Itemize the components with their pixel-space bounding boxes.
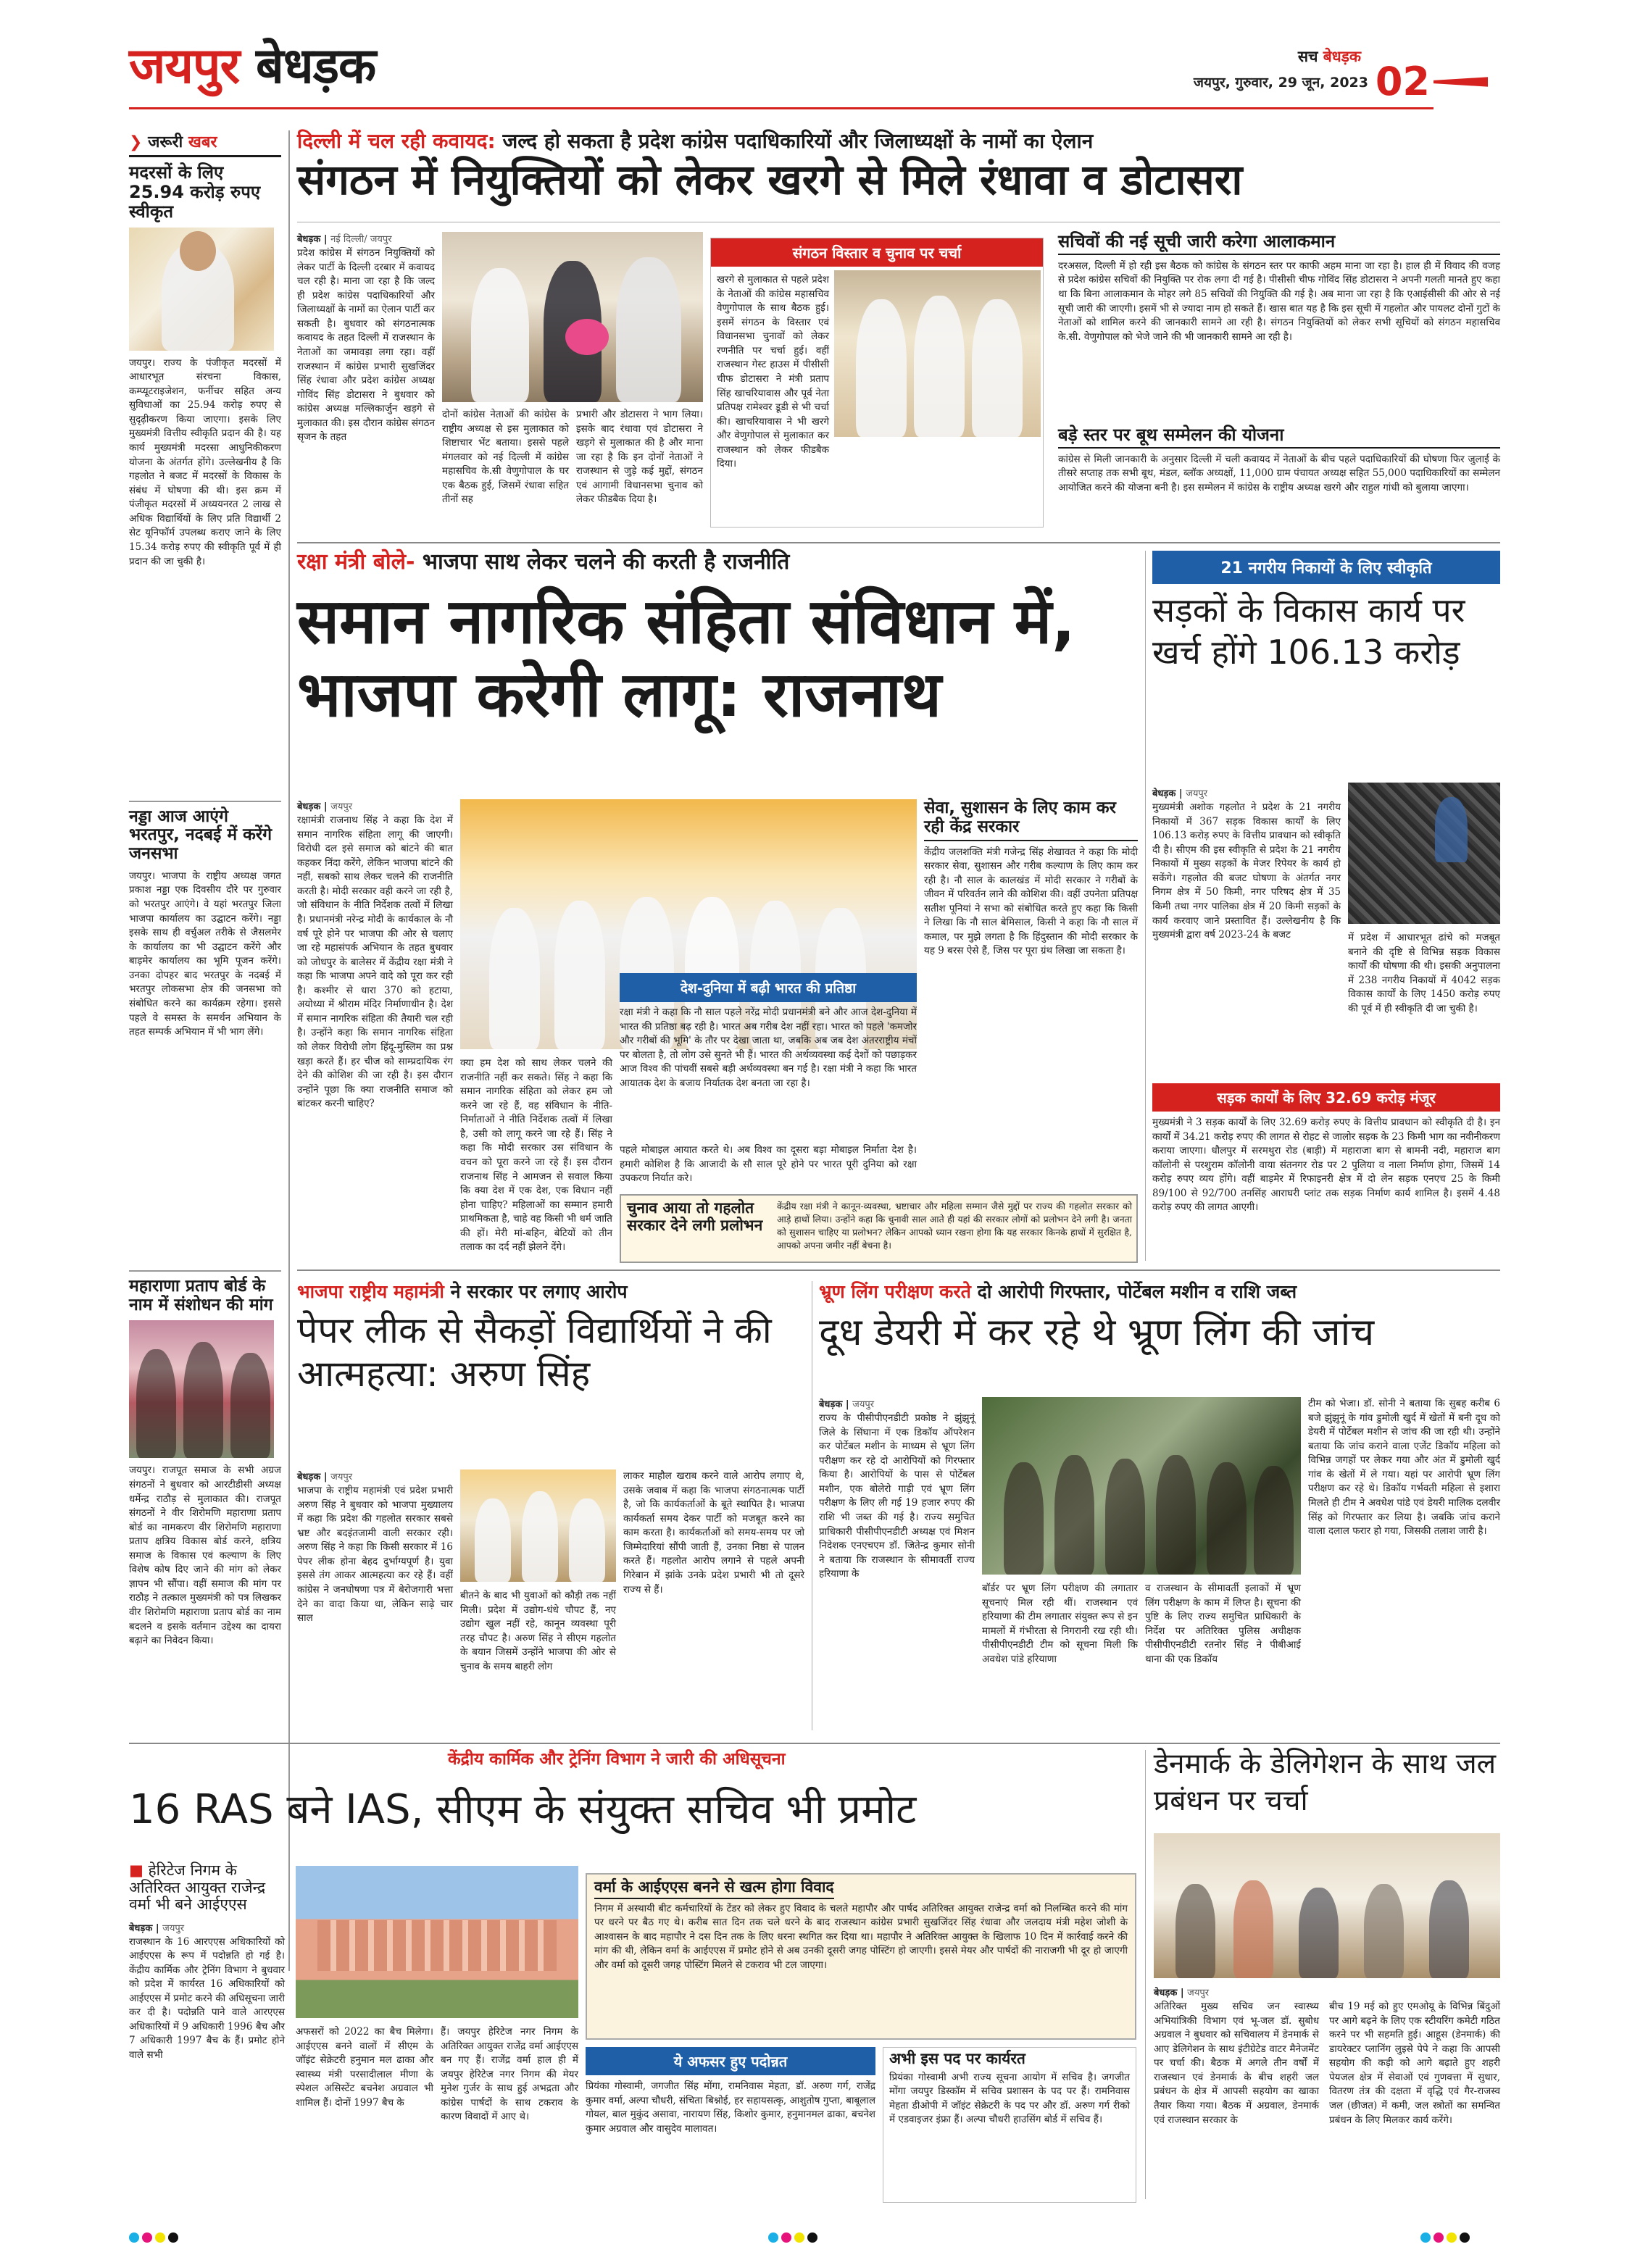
story6-col3: हैं। जयपुर हेरिटेज नगर निगम के अतिरिक्त आयुक्त राजेंद्र वर्मा आईएएस बन गए हैं। राजेंद्र वर्मा हाल ही में जयपुर हेरिटेज नगर निगम की मेयर मुनेश गुर्जर के साथ हुई अभद्रता और कांग्रेस पार्षदों के साथ टकराव के कारण विवादों में आए थे। xyxy=(441,2026,578,2123)
sidebar-story2-body: जयपुर। भाजपा के राष्ट्रीय अध्यक्ष जगत प्रकाश नड्डा एक दिवसीय दौरे पर गुरुवार को भरतपुर आएंगे। वे यहां भरतपुर जिला भाजपा कार्यालय का उद्घाटन करेंगे। नड्डा इसके साथ ही वर्चुअल तरीके से जैसलमेर के कार्यालय का भी उद्घाटन करेंगे और बाड़मेर कार्यालय का भूमि पूजन करेंगे। उनका दोपहर बाद भरतपुर के नदबई में भरतपुर लोकसभा क्षेत्र की जनसभा को संबोधित करने का कार्यक्रम रहेगा। इससे पहले वे समस्त के समर्थन अभियान के तहत सम्पर्क अभियान में भी भाग लेंगे। xyxy=(129,870,281,1038)
story1-side2-headline: बड़े स्तर पर बूथ सम्मेलन की योजना xyxy=(1058,425,1500,449)
story1-side2-body: कांग्रेस से मिली जानकारी के अनुसार दिल्ली में चली कवायद में नेताओं के बीच पहले पदाधिकारियों की घोषणा फिर जुलाई के तीसरे सप्ताह तक सभी बूथ, मंडल, ब्लॉक अध्यक्षों, 11,000 ग्राम पंचायत अध्यक्ष सहित 55,000 पदाधिकारियों का सम्मेलन आयोजित करने की योजना बनी है। इस सम्मेलन में कांग्रेस के राष्ट्रीय अध्यक्ष खरगे और राहुल गांधी को बुलाया जाएगा। xyxy=(1058,453,1500,493)
story3-col1: मुख्यमंत्री अशोक गहलोत ने प्रदेश के 21 नगरीय निकायों में 367 सड़क विकास कार्यों के लिए 106.13 करोड़ रुपए के वित्तीय प्रावधान को स्वीकृति दी है। सीएम की इस स्वीकृति से प्रदेश के 21 नगरीय निकायों में मुख्य सड़कों के मेजर रिपेयर के कार्य हो सकेंगे। गहलोत की बजट घोषणा के अंतर्गत नगर निगम क्षेत्र में 50 किमी, नगर परिषद क्षेत्र में 35 किमी तथा नगर पालिका क्षेत्र में 20 किमी सड़कों के कार्य करवाए जाने प्रस्तावित हैं। उल्लेखनीय है कि मुख्यमंत्री द्वारा वर्ष 2023-24 के बजट xyxy=(1152,801,1341,941)
logo-jaipur: जयपुर xyxy=(129,38,240,95)
masthead-tagline: सच बेधड़क xyxy=(1297,48,1361,65)
story6-box xyxy=(586,1873,1136,2040)
story-denmark xyxy=(1154,1746,1500,2210)
story5-col4: टीम को भेजा। डॉ. सोनी ने बताया कि सुबह करीब 6 बजे झुंझुनूं के गांव डुमोली खुर्द में खेतों में बनी दूध को डेयरी में पोर्टेबल मशीन से जांच की जा रही थी। उन्होंने बताया कि जांच कराने वाला एजेंट डिकॉय महिला को विभिन्न जगहों पर लेकर गया और अंत में डुमोली खुर्द गांव के खेतों में ले गया। यहां पर आरोपी भ्रूण लिंग परीक्षण कर रहे थे। डिकॉय गर्भवती महिला से इशारा मिलते ही टीम ने अवधेश पांडे एवं डेयरी मालिक दलवीर सिंह को गिरफ्तार कर लिया है। जबकि जांच कराने वाला दलाल फरार हो गया, जिसकी तलाश जारी है। xyxy=(1308,1398,1500,1538)
pen-nib-icon xyxy=(1433,77,1506,87)
logo-bedhadak: बेधड़क xyxy=(256,38,376,95)
masthead-rule xyxy=(129,107,1433,109)
story3-photo-road xyxy=(1348,783,1500,924)
story7-byline: बेधड़क | जयपुर xyxy=(1154,1988,1210,1998)
dateline: जयपुर, गुरुवार, 29 जून, 2023 xyxy=(1193,75,1368,91)
story4-kicker: भाजपा राष्ट्रीय महामंत्री ने सरकार पर लगाए आरोप xyxy=(297,1281,628,1302)
story5-byline: बेधड़क | जयपुर xyxy=(819,1399,875,1410)
story2-under2: पहले मोबाइल आयात करते थे। अब विश्व का दूसरा बड़ा मोबाइल निर्माता देश है। हमारी कोशिश है कि आजादी के सौ साल पूरे होने पर भारत पूरी दुनिया को रक्षा उपकरण निर्यात करे। xyxy=(620,1144,917,1185)
story5-headline: दूध डेयरी में कर रहे थे भ्रूण लिंग की जांच xyxy=(819,1311,1375,1354)
masthead xyxy=(129,38,1506,120)
page-number: 02 xyxy=(1375,59,1430,104)
story2-poll-box xyxy=(620,1194,1138,1263)
story3-byline: बेधड़क | जयपुर xyxy=(1152,788,1208,799)
story5-photo xyxy=(982,1397,1301,1575)
story1-inset-photo xyxy=(834,270,1041,437)
story6-bar: ये अफसर हुए पदोन्नत xyxy=(586,2047,875,2075)
story1-kicker: दिल्ली में चल रही कवायद: जल्द हो सकता है प्रदेश कांग्रेस पदाधिकारियों और जिलाध्यक्षों के नामों का ऐलान xyxy=(297,129,1094,153)
story6-col2: अफसरों को 2022 का बैच मिलेगा। आईएएस बनने वालों में सीएम के जॉइंट सेक्रेटरी हनुमान मल ढाका और स्वास्थ्य मंत्री परसादीलाल मीणा के स्पेशल असिस्टेंट बचनेश अग्रवाल भी शामिल हैं। दोनों 1997 बैच के xyxy=(296,2026,433,2109)
sidebar-section-label: ❯ जरूरी खबर xyxy=(129,130,281,157)
story7-col1: अतिरिक्त मुख्य सचिव जन स्वास्थ्य अभियांत्रिकी विभाग एवं भू-जल डॉ. सुबोध अग्रवाल ने बुधवार को सचिवालय में डेनमार्क से आए डेलिगेशन के साथ इंटीग्रेटेड वाटर मैनेजमेंट पर चर्चा की। बैठक में अगले तीन वर्षों में राजस्थान एवं डेनमार्क के बीच शहरी जल प्रबंधन के क्षेत्र में आपसी सहयोग का खाका तैयार किया गया। बैठक में अग्रवाल, डेनमार्क एवं राजस्थान सरकार के xyxy=(1154,2001,1319,2126)
story4-col2: बीतने के बाद भी युवाओं को कौड़ी तक नहीं मिली। प्रदेश में उद्योग-धंधे चौपट हैं, नए उद्योग खुल नहीं रहे, कानून व्यवस्था पूरी तरह चौपट है। अरुण सिंह ने सीएम गहलोत के बयान जिसमें उन्होंने भाजपा की ओर से चुनाव के समय बाहरी लोग xyxy=(460,1590,616,1672)
story5-kicker: भ्रूण लिंग परीक्षण करते दो आरोपी गिरफ्तार, पोर्टेबल मशीन व राशि जब्त xyxy=(819,1281,1297,1302)
story-ras-ias xyxy=(129,1750,1136,2214)
story-congress xyxy=(297,129,1500,535)
story5-col2: बॉर्डर पर भ्रूण लिंग परीक्षण की लगातार सूचनाएं मिल रही थीं। राजस्थान एवं हरियाणा की टीम लगातार संयुक्त रूप से इन मामलों में गंभीरता से निगरानी रख रही थी। पीसीपीएनडीटी टीम को सूचना मिली कि अवधेश पांडे हरियाणा xyxy=(982,1583,1138,1665)
sidebar-story3-photo xyxy=(129,1320,274,1458)
story5-col3: व राजस्थान के सीमावर्ती इलाकों में भ्रूण लिंग परीक्षण के काम में लिप्त है। सूचना की पुष्टि के लिए राज्य समुचित प्राधिकारी के निर्देश पर अतिरिक्त पुलिस अधीक्षक पीसीपीएनडीटी रतनोर सिंह ने पीबीआई थाना की एक डिकॉय xyxy=(1145,1583,1301,1665)
story4-col3: लाकर माहौल खराब करने वाले आरोप लगाए थे, उसके जवाब में कहा कि भाजपा संगठनात्मक पार्टी है, जो कि कार्यकर्ताओं के बूते स्थापित है। भाजपा कार्यकर्ता समय देकर पार्टी को मजबूत करने का काम करता है। कार्यकर्ताओं को समय-समय पर जो जिम्मेदारियां सौंपी जाती हैं, उनका निष्ठा से पालन करते हैं। गहलोत आरोप लगाने से पहले अपनी गिरेबान में झांके उनके प्रदेश प्रभारी भी तो दूसरे राज्य से हैं। xyxy=(623,1470,804,1596)
story1-side1-headline: सचिवों की नई सूची जारी करेगा आलाकमान xyxy=(1058,232,1500,255)
masthead-logo xyxy=(129,38,376,95)
story1-col3: प्रभारी और डोटासरा ने भाग लिया। इसके बाद रंधावा एवं डोटासरा ने खड़गे से मुलाकात की है और माना जा रहा है कि इन दोनों नेताओं ने राजस्थान से जुड़े कई मुद्दों, संगठन एवं आगामी विधानसभा चुनाव को लेकर फीडबैक दिया है। xyxy=(576,409,703,506)
story1-headline: संगठन में नियुक्तियों को लेकर खरगे से मिले रंधावा व डोटासरा xyxy=(297,154,1243,204)
story-pcpndt xyxy=(819,1281,1500,1738)
story7-headline: डेनमार्क के डेलिगेशन के साथ जल प्रबंधन पर चर्चा xyxy=(1154,1748,1497,1817)
story1-inset-body-top: खरगे से मुलाकात से पहले प्रदेश के नेताओं की कांग्रेस महासचिव वेणुगोपाल के साथ बैठक हुई। इसमें संगठन के विस्तार एवं विधानसभा चुनावों को लेकर रणनीति पर चर्चा हुई। वहीं राजस्थान गेस्ट हाउस में पीसीसी चीफ डोटासरा ने मंत्री प्रताप सिंह खाचरियावास और पूर्व नेता प्रतिपक्ष रामेश्वर डूडी से भी चर्चा की। खाचरियावास ने भी खरगे और वेणुगोपाल से मुलाकात कर राजस्थान को लेकर फीडबैक दिया। xyxy=(717,274,829,470)
story6-list: प्रियंका गोस्वामी, जगजीत सिंह मोंगा, रामनिवास मेहता, डॉ. अरुण गर्ग, राजेंद्र कुमार वर्मा, अल्पा चौधरी, संचिता बिश्नोई, हर सहायसत्कृ, आशुतोष गुप्ता, बाबूलाल गोयल, बाल मुकुंद असावा, नारायण सिंह, किशोर कुमार, हनुमानमल ढाका, बचनेश कुमार अग्रवाल और वासुदेव मालावत। xyxy=(586,2080,875,2135)
sidebar xyxy=(129,130,281,1985)
story2-box xyxy=(924,799,1138,1111)
story1-byline: बेधड़क | नई दिल्ली/ जयपुर xyxy=(297,234,392,245)
story6-post-body: प्रियंका गोस्वामी अभी राज्य सूचना आयोग में सचिव है। जगजीत मोंगा जयपुर डिस्कॉम में सचिव प्रशासन के पद पर हैं। रामनिवास मेहता डीओपी में जॉइंट सेक्रेटरी के पद पर और डॉ. अरुण गर्ग रीको में एडवाइजर इंफ्रा हैं। अल्पा चौधरी हाउसिंग बोर्ड में सचिव हैं। xyxy=(889,2071,1130,2126)
story5-col1: राज्य के पीसीपीएनडीटी प्रकोष्ठ ने झुंझुनूं जिले के सिंघाना में एक डिकॉय ऑपरेशन कर पोर्टेबल मशीन के माध्यम से भ्रूण लिंग परीक्षण कर रहे दो आरोपियों को गिरफ्तार किया है। आरोपियों के पास से पोर्टेबल मशीन, एक बोलेरो गाड़ी एवं भ्रूण लिंग परीक्षण के लिए ली गई 19 हजार रुपए की राशि भी जब्त की गई है। राज्य समुचित प्राधिकारी पीसीपीएनडीटी अध्यक्ष एवं मिशन निदेशक एनएचएम डॉ. जितेन्द्र कुमार सोनी ने बताया कि राजस्थान के सीमावर्ती राज्य हरियाणा के xyxy=(819,1412,975,1580)
story-rajnath xyxy=(297,549,1138,1267)
story6-byline: बेधड़क | जयपुर xyxy=(129,1922,185,1934)
story6-kicker: केंद्रीय कार्मिक और ट्रेनिंग विभाग ने जारी की अधिसूचना xyxy=(448,1750,786,1769)
sidebar-story3-body: जयपुर। राजपूत समाज के सभी अग्रज संगठनों ने बुधवार को आरटीडीसी अध्यक्ष धर्मेन्द्र राठौड़ से मुलाकात की। राजपूत संगठनों ने वीर शिरोमणि महाराणा प्रताप बोर्ड का नामकरण वीर शिरोमणि महाराणा प्रताप क्षत्रिय विकास बोर्ड करने, क्षत्रिय समाज के विकास एवं कल्याण के लिए विशेष कोष दिए जाने की मांग को लेकर ज्ञापन भी सौंपा। वहीं समाज की मांग पर राठौड़ ने तत्काल मुख्यमंत्री को पत्र लिखकर वीर शिरोमणि महाराणा प्रताप बोर्ड का नाम बदलने व इसके वर्तमान उद्देश्य का दायरा बढ़ाने का निवेदन किया। xyxy=(129,1464,281,1647)
story4-col1: भाजपा के राष्ट्रीय महामंत्री एवं प्रदेश प्रभारी अरुण सिंह ने बुधवार को भाजपा मुख्यालय में कहा कि प्रदेश की गहलोत सरकार सबसे भ्रष्ट और बदइंतजामी वाली सरकार रही। अरुण सिंह ने कहा कि किसी सरकार में 16 पेपर लीक होना बेहद दुर्भाग्यपूर्ण है। युवा इससे तंग आकर आत्महत्या कर रहे हैं। वहीं कांग्रेस ने जनघोषणा पत्र में बेरोजगारी भत्ता देने का वादा किया था, लेकिन साढ़े चार साल xyxy=(297,1485,453,1625)
story2-bluebar: देश-दुनिया में बढ़ी भारत की प्रतिष्ठा xyxy=(620,973,917,1002)
story1-col1: प्रदेश कांग्रेस में संगठन नियुक्तियों को लेकर पार्टी के दिल्ली दरबार में कवायद चल रही है। माना जा रहा है कि जल्द ही प्रदेश कांग्रेस पदाधिकारियों और जिलाध्यक्षों के नामों का ऐलान पार्टी कर सकती है। बुधवार को संगठनात्मक कवायद के तहत दिल्ली में राजस्थान के नेताओं का जमावड़ा लगा रहा। वहीं राजस्थान में कांग्रेस प्रभारी सुखजिंदर सिंह रंधावा और प्रदेश कांग्रेस अध्यक्ष गोविंद सिंह डोटासरा ने बुधवार को कांग्रेस अध्यक्ष मल्लिकार्जुन खड़गे से मुलाकात की। इस दौरान कांग्रेस संगठन सृजन के तहत xyxy=(297,247,435,443)
story6-side-headline: ■ हेरिटेज निगम के अतिरिक्त आयुक्त राजेन्द्र वर्मा भी बने आईएएस xyxy=(129,1861,266,1914)
story-paperleak xyxy=(297,1281,804,1738)
sidebar-story1-body: जयपुर। राज्य के पंजीकृत मदरसों में आधारभूत संरचना विकास, कम्प्यूटराइजेशन, फर्नीचर सहित अन्य सुविधाओं का 25.94 करोड़ रुपए से सुदृढ़ीकरण किया जाएगा। इसके लिए मुख्यमंत्री वित्तीय स्वीकृति प्रदान की है। यह कार्य मुख्यमंत्री मदरसा आधुनिकीकरण योजना के अंतर्गत होंगे। उल्लेखनीय है कि गहलोत ने बजट में मदरसों के विकास के संबंध में घोषणा की थी। इस क्रम में पंजीकृत मदरसों में अध्ययनरत 2 लाख से अधिक विद्यार्थियों के लिए प्रति विद्यार्थी 2 सेट यूनिफॉर्म उपलब्ध कराए जाने के लिए 15.34 करोड़ रुपए की स्वीकृति पूर्व में ही प्रदान की जा चुकी है। xyxy=(129,357,281,567)
story2-under1: रक्षा मंत्री ने कहा कि नौ साल पहले नरेंद्र मोदी प्रधानमंत्री बने और आज देश-दुनिया में भारत की प्रतिष्ठा बढ़ रही है। भारत अब गरीब देश नहीं रहा। भारत को पहले 'कमजोर और गरीबों की भूमि' के तौर पर देखा जाता था, जबकि अब जब देश अंतरराष्ट्रीय मंचों पर बोलता है, तो लोग उसे सुनते भी हैं। भारत की अर्थव्यवस्था कई देशों को पछाड़कर आज विश्व की पांचवीं सबसे बड़ी अर्थव्यवस्था बन गई है। रक्षा मंत्री ने कहा कि भारत आयातक देश के बजाय निर्यातक देश बनता जा रहा है। xyxy=(620,1006,917,1089)
story3-bar2: सड़क कार्यों के लिए 32.69 करोड़ मंजूर xyxy=(1152,1083,1500,1112)
sidebar-story2-headline: नड्डा आज आएंगे भरतपुर, नदबई में करेंगे जनसभा xyxy=(129,806,272,864)
story7-col2: बीच 19 मई को हुए एमओयू के विभिन्न बिंदुओं पर आगे बढ़ने के लिए एक स्टीयरिंग कमेटी गठित करने पर भी सहमति हुई। आहूस (डेनमार्क) की डायरेक्टर प्लानिंग लुइसे पेपे ने कहा कि आपसी सहयोग की कड़ी को आगे बढ़ाते हुए शहरी पेयजल क्षेत्र में सेवाओं एवं गुणवत्ता में सुधार, वितरण तंत्र की दक्षता में वृद्धि एवं गैर-राजस्व जल (छीजत) में कमी, जल स्त्रोतों का समन्वित प्रबंधन के लिए मिलकर कार्य करेंगे। xyxy=(1329,2001,1500,2126)
story6-photo-building xyxy=(296,1866,578,2018)
story1-photo-meeting xyxy=(442,232,703,402)
story2-col1: रक्षामंत्री राजनाथ सिंह ने कहा कि देश में समान नागरिक संहिता लागू की जाएगी। विरोधी दल इसे समाज को बांटने की बात कहकर निंदा करेंगे, लेकिन भाजपा बांटने की नहीं, सबको साथ लेकर चलने की राजनीति करती है। मोदी सरकार वही करने जा रही है, जो संविधान के नीति निर्देशक तत्वों में लिखा है। प्रधानमंत्री नरेन्द्र मोदी के कार्यकाल के नौ वर्ष पूरे होने पर भाजपा की ओर से चलाए जा रहे महासंपर्क अभियान के तहत बुधवार को जोधपुर के बालेसर में केंद्रीय रक्षा मंत्री ने कहा कि भाजपा अपने वादे को पूरा कर रही है। कश्मीर से धारा 370 को हटाया, अयोध्या में श्रीराम मंदिर निर्माणाधीन है। देश में समान नागरिक संहिता की तैयारी चल रही है। उन्होंने कहा कि समान नागरिक संहिता को लेकर विरोधी लोग हिंदू-मुस्लिम का प्रश्न खड़ा करते हैं। हर चीज को साम्प्रदायिक रंग देने की कोशिश की जा रही है। इस दौरान उन्होंने पूछा कि क्या राजनीति समाज को बांटकर करनी चाहिए? xyxy=(297,814,453,1110)
story3-headline: सड़कों के विकास कार्य पर खर्च होंगे 106.13 करोड़ xyxy=(1152,591,1465,672)
story2-poll-body: केंद्रीय रक्षा मंत्री ने कानून-व्यवस्था, भ्रष्टाचार और महिला सम्मान जैसे मुद्दों पर राज्य की गहलोत सरकार को आड़े हाथों लिया। उन्होंने कहा कि चुनावी साल आते ही यहां की सरकार लोगों को प्रलोभन देने लगी है। जनता को सुशासन चाहिए या प्रलोभन? लेकिन आपको ध्यान रखना होगा कि यह सरकार किनके हाथों में सुरक्षित है, आपको अपना जमीर नहीं बेचना है। xyxy=(777,1201,1132,1251)
story3-body2: मुख्यमंत्री ने 3 सड़क कार्यों के लिए 32.69 करोड़ रुपए के वित्तीय प्रावधान को स्वीकृति दी है। इन कार्यों में 34.21 करोड़ रुपए की लागत से रोहट से जालोर सड़क के 23 किमी भाग का नवीनीकरण कराया जाएगा। धौलपुर में सरमथुरा रोड (बाड़ी) में महाराजा बाग से बामनी नदी, महाराज बाग कॉलोनी से परशुराम कॉलोनी वाया संतनगर रोड पर 2 पुलिया व नाला निर्माण होगा, जिसमें 14 करोड़ रुपए व्यय होंगे। वहीं बाड़मेर में रिफाइनरी क्षेत्र में दो लेन सड़क एनएच 25 के किमी 89/100 से 92/700 तनसिंह आराघरी प्लांट तक सड़क निर्माण कार्य शामिल है। इसमें 4.48 करोड़ रुपए की लागत आएगी। xyxy=(1152,1117,1500,1214)
story3-col2: में प्रदेश में आधारभूत ढांचे को मजबूत बनाने की दृष्टि से विभिन्न सड़क विकास कार्यों की घोषणा की थी। इसकी अनुपालना में 238 नगरीय निकायों में 4042 सड़क विकास कार्यों के लिए 1450 करोड़ रुपए की पूर्व में ही स्वीकृति दी जा चुकी है। xyxy=(1348,932,1500,1014)
story7-photo-meeting xyxy=(1154,1833,1500,1978)
story1-col2: दोनों कांग्रेस नेताओं की कांग्रेस के राष्ट्रीय अध्यक्ष से इस मुलाकात को शिष्टाचार भेंट बताया। इससे पहले मंगलवार को नई दिल्ली में कांग्रेस महासचिव के.सी वेणुगोपाल के घर एक बैठक हुई, जिसमें रंधावा सहित तीनों सह xyxy=(442,409,569,506)
story-roads xyxy=(1152,551,1500,1261)
story6-col1: राजस्थान के 16 आरएएस अधिकारियों को आईएएस के रूप में पदोन्नति हो गई है। केंद्रीय कार्मिक और ट्रेनिंग विभाग ने बुधवार को प्रदेश में कार्यरत 16 अधिकारियों को आईएएस में प्रमोट करने की अधिसूचना जारी कर दी है। पदोन्नति पाने वाले आरएएस अधिकारियों में 9 अधिकारी 1996 बैच और 7 अधिकारी 1997 बैच के हैं। प्रमोट होने वाले सभी xyxy=(129,1935,285,2061)
sidebar-story1-headline: मदरसों के लिए 25.94 करोड़ रुपए स्वीकृत xyxy=(129,162,261,222)
story2-bluebox xyxy=(620,973,917,1002)
story4-photo xyxy=(460,1469,616,1582)
sidebar-divider xyxy=(288,130,290,1971)
story2-col2: क्या हम देश को साथ लेकर चलने की राजनीति नहीं कर सकते। सिंह ने कहा कि समान नागरिक संहिता को लेकर हम जो करने जा रहे हैं, वह संविधान के नीति-निर्माताओं ने नीति निर्देशक तत्वों में लिखा है, उसी को लागू करने जा रहे हैं। सिंह ने कहा कि मोदी सरकार उस संविधान के वचन को पूरा करने जा रहे हैं। इस दौरान राजनाथ सिंह ने आमजन से सवाल किया कि क्या देश में एक देश, एक विधान नहीं होना चाहिए? महिलाओं का सम्मान हमारी प्राथमिकता है, चाहे वह किसी भी धर्म जाति की हों। मेरी मां-बहिन, बेटियों को तीन तलाक का दर्द नहीं झेलने देंगे। xyxy=(460,1057,612,1254)
story4-headline: पेपर लीक से सैकड़ों विद्यार्थियों ने की आत्महत्या: अरुण सिंह xyxy=(297,1309,772,1395)
story2-headline: समान नागरिक संहिता संविधान में, भाजपा करेगी लागू: राजनाथ xyxy=(297,585,1075,732)
story3-bar: 21 नगरीय निकायों के लिए स्वीकृति xyxy=(1152,551,1500,584)
arrow-icon: ❯ xyxy=(129,133,143,151)
story1-side1-body: दरअसल, दिल्ली में हो रही इस बैठक को कांग्रेस के संगठन स्तर पर काफी अहम माना जा रहा है। हाल ही में विवाद की वजह से प्रदेश कांग्रेस सचिवों की नियुक्ति पर रोक लगा दी गई है। पीसीसी चीफ गोविंद सिंह डोटासरा ने अपनी गलती मानते हुए कहा था कि बिना आलाकमान के मोहर लगे 85 सचिवों की नियुक्ति की गई है। अब माना जा रहा है कि एआईसीसी की ओर से नई सूची जारी की जाएगी। इसमें भी से ज्यादा नाम हो सकते हैं। खास बात यह है कि इस सूची में गहलोत और पायलट दोनों गुटों के नेताओं को शामिल करने की जानकारी सामने आ रही है। संगठन नियुक्तियों को लेकर सभी सूचियों को संगठन महासचिव के.सी. वेणुगोपाल को भेजे जाने की भी जानकारी सामने आ रही है। xyxy=(1058,259,1500,343)
story6-headline: 16 RAS बने IAS, सीएम के संयुक्त सचिव भी प्रमोट xyxy=(129,1786,917,1833)
story2-byline: बेधड़क | जयपुर xyxy=(297,801,353,812)
story1-inset-bar: संगठन विस्तार व चुनाव पर चर्चा xyxy=(711,238,1043,267)
story6-post-headline: अभी इस पद पर कार्यरत xyxy=(889,2050,1025,2067)
story2-box-headline: सेवा, सुशासन के लिए काम कर रही केंद्र सरकार xyxy=(924,799,1138,841)
sidebar-story1-photo xyxy=(129,228,274,351)
story1-inset xyxy=(710,238,1044,528)
story4-byline: बेधड़क | जयपुर xyxy=(297,1472,353,1483)
story6-box-body: निगम में अस्थायी बीट कर्मचारियों के टेंडर को लेकर हुए विवाद के चलते महापौर और पार्षद अतिरिक्त आयुक्त राजेन्द्र वर्मा को निलम्बित करने की मांग पर धरने पर बैठ गए थे। करीब सात दिन तक चले धरने के बाद राजस्थान कांग्रेस प्रभारी सुखजिंदर सिंह रंधावा और जलदाय मंत्री महेश जोशी के आश्वासन के बाद महापौर ने दस दिन तक के लिए धरना स्थगित कर दिया था। महापौर ने अतिरिक्त आयुक्त के खिलाफ 10 दिन में कार्रवाई करने की मांग की थी, लेकिन वर्मा के आईएएस में प्रमोट होने से अब उनकी दूसरी जगह पोस्टिंग हो जाएगी। इससे मेयर और पार्षदों की नाराजगी भी दूर हो जाएगी और वर्मा को दूसरी जगह पोस्टिंग मिलने से टकराव भी टल जाएगा। xyxy=(594,1902,1128,1971)
footer-registration-marks xyxy=(0,2232,1627,2254)
story2-kicker: रक्षा मंत्री बोले- भाजपा साथ लेकर चलने की करती है राजनीति xyxy=(297,549,790,575)
story6-post-box xyxy=(883,2047,1136,2203)
story2-poll-headline: चुनाव आया तो गहलोत सरकार देने लगी प्रलोभन xyxy=(627,1199,763,1234)
story2-box-body: केंद्रीय जलशक्ति मंत्री गजेन्द्र सिंह शेखावत ने कहा कि मोदी सरकार सेवा, सुशासन और गरीब कल्याण के लिए काम कर रही है। नौ साल के कालखंड में मोदी सरकार ने गरीबों के जीवन में परिवर्तन लाने की कोशिश की। वहीं उपनेता प्रतिपक्ष सतीश पूनियां ने सभा को संबोधित करते हुए कहा कि किसी ने लिखा कि नौ साल बेमिसाल, किसी ने कहा कि नौ साल में कमाल, पर मुझे लगता है कि हिंदुस्तान की मोदी सरकार के यह 9 बरस ऐसे हैं, जिस पर पूरा ग्रंथ लिखा जा सकता है। xyxy=(924,846,1138,957)
sidebar-story3-headline: महाराणा प्रताप बोर्ड के नाम में संशोधन की मांग xyxy=(129,1276,273,1314)
story6-box-headline: वर्मा के आईएएस बनने से खत्म होगा विवाद xyxy=(594,1879,834,1899)
